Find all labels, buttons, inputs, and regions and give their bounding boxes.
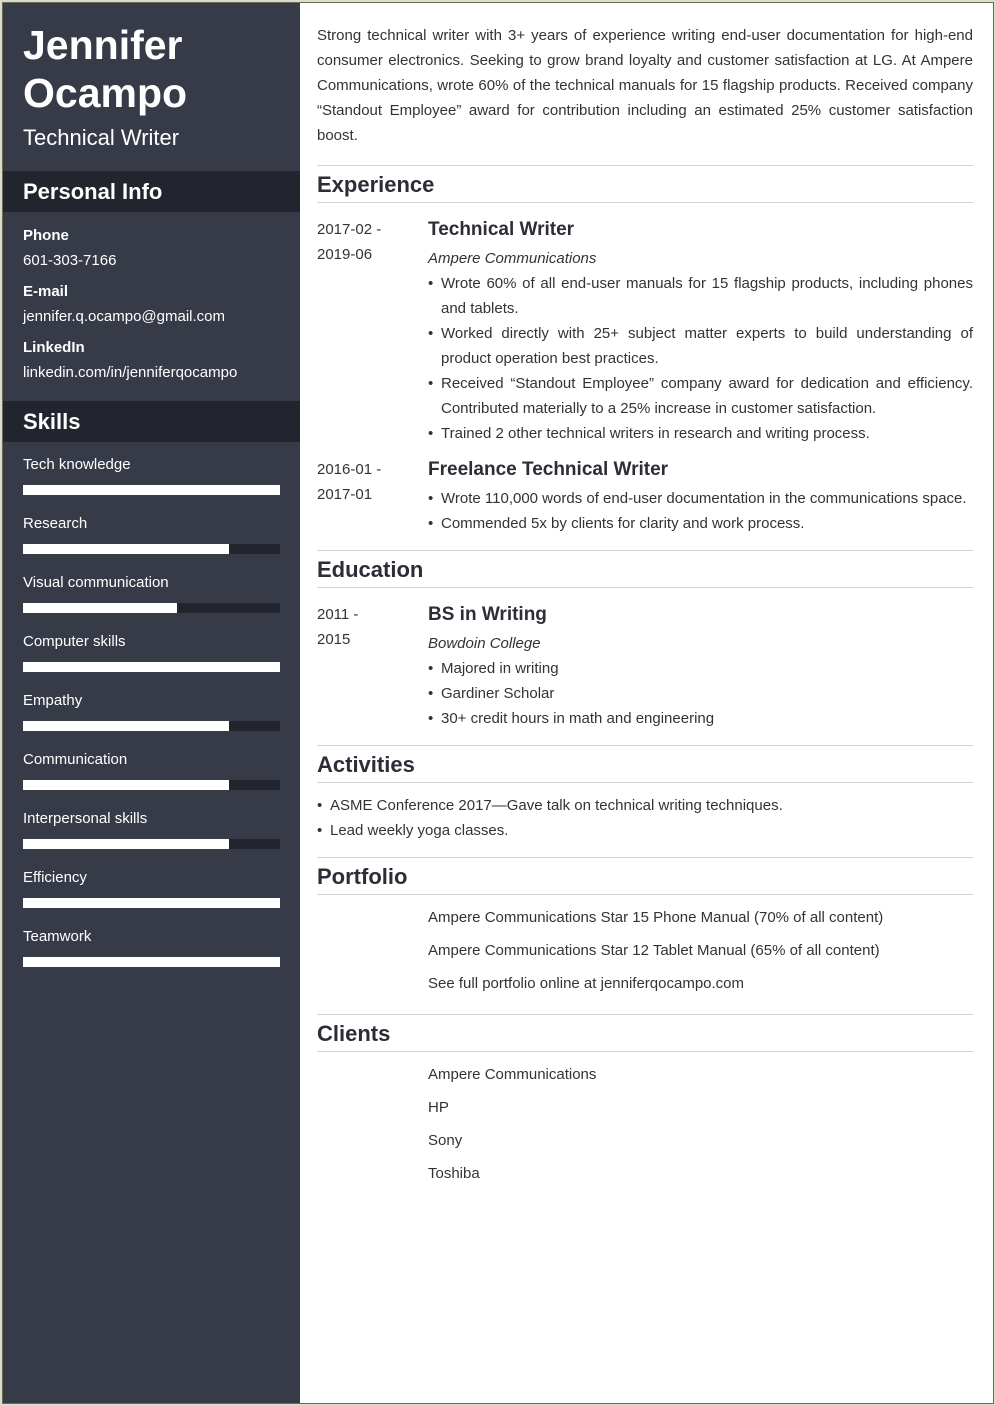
skill-name: Visual communication (23, 574, 169, 591)
date-start: 2011 - (317, 606, 359, 623)
job-title: Freelance Technical Writer (428, 459, 669, 480)
skill-bar-fill (23, 662, 280, 672)
portfolio-list (317, 901, 973, 1000)
date-end: 2019-06 (317, 246, 373, 263)
linkedin-label: LinkedIn (23, 339, 85, 356)
job-body (428, 217, 973, 446)
skill-bar (23, 603, 280, 613)
list-item: • 30+ credit hours in math and engineering (428, 706, 973, 731)
client-item: Ampere Communications (428, 1066, 597, 1083)
clients-heading: Clients (317, 1021, 973, 1052)
job-bullets (428, 271, 973, 446)
personal-info (3, 212, 300, 401)
experience-heading: Experience (317, 172, 973, 203)
skills-heading: Skills (3, 401, 300, 442)
skill-bar (23, 839, 280, 849)
portfolio-item: Ampere Communications Star 15 Phone Manual (70% of all content) (428, 909, 884, 926)
list-item: • Worked directly with 25+ subject matter experts to build understanding of product operation best practices. (428, 321, 973, 371)
skill-name: Tech knowledge (23, 456, 131, 473)
client-item: Toshiba (428, 1165, 480, 1182)
list-item: • Majored in writing (428, 656, 973, 681)
skill-item (23, 633, 280, 692)
activities-heading: Activities (317, 752, 973, 783)
sidebar (3, 3, 300, 1403)
skill-bar (23, 957, 280, 967)
skill-item (23, 574, 280, 633)
skill-name: Computer skills (23, 633, 126, 650)
skill-item (23, 751, 280, 810)
portfolio-heading: Portfolio (317, 864, 973, 895)
job-entry (317, 217, 973, 446)
candidate-name (3, 3, 300, 117)
skill-bar-fill (23, 603, 177, 613)
activities-list (317, 793, 973, 843)
linkedin-value: linkedin.com/in/jenniferqocampo (23, 364, 238, 381)
skill-bar-fill (23, 898, 280, 908)
skill-name: Efficiency (23, 869, 87, 886)
job-entry (317, 457, 973, 536)
list-item: • Wrote 110,000 words of end-user documentation in the communications space. (428, 486, 973, 511)
list-item: • Gardiner Scholar (428, 681, 973, 706)
skill-item (23, 692, 280, 751)
skill-name: Research (23, 515, 88, 532)
portfolio-item: See full portfolio online at jenniferqocampo.com (428, 975, 745, 992)
job-bullets (428, 486, 973, 536)
candidate-role: Technical Writer (23, 125, 180, 150)
summary: Strong technical writer with 3+ years of experience writing end-user documentation for high-end consumer electronics. Seeking to grow brand loyalty and customer satisfaction at LG. At Ampere Communications, wrote 60% of the technical manuals for 15 flagship products. Received company “Standout Employee” award for contribution including an estimated 25% customer satisfaction boost. (317, 27, 973, 144)
email-label: E-mail (23, 283, 69, 300)
education-bullets (428, 656, 973, 731)
skill-name: Teamwork (23, 928, 92, 945)
activities-section (317, 745, 973, 843)
skill-bar-fill (23, 485, 280, 495)
school-name: Bowdoin College (428, 635, 541, 652)
list-item: • Trained 2 other technical writers in research and writing process. (428, 421, 973, 446)
job-dates (317, 217, 428, 446)
phone-value: 601-303-7166 (23, 252, 117, 269)
list-item: • Received “Standout Employee” company award for dedication and efficiency. Contributed materially to a 25% increase in customer satisfaction. (428, 371, 973, 421)
portfolio-item: Ampere Communications Star 12 Tablet Manual (65% of all content) (428, 942, 880, 959)
phone-label: Phone (23, 227, 69, 244)
date-end: 2017-01 (317, 486, 373, 503)
clients-section (317, 1014, 973, 1190)
skill-item (23, 810, 280, 869)
education-body (428, 602, 973, 731)
skill-item (23, 515, 280, 574)
skill-bar (23, 662, 280, 672)
date-start: 2016-01 - (317, 461, 382, 478)
clients-list (317, 1058, 973, 1190)
degree-title: BS in Writing (428, 604, 547, 625)
name-first: Jennifer (23, 22, 183, 68)
job-body (428, 457, 973, 536)
list-item: • Lead weekly yoga classes. (317, 818, 973, 843)
job-dates (317, 457, 428, 536)
email-value: jennifer.q.ocampo@gmail.com (23, 308, 225, 325)
skills-list (3, 442, 300, 987)
skill-name: Empathy (23, 692, 83, 709)
skill-bar-fill (23, 780, 229, 790)
job-title: Technical Writer (428, 219, 575, 240)
job-company: Ampere Communications (428, 250, 597, 267)
skill-bar-fill (23, 544, 229, 554)
skill-bar (23, 544, 280, 554)
date-end: 2015 (317, 631, 351, 648)
skill-name: Communication (23, 751, 128, 768)
list-item: • ASME Conference 2017—Gave talk on technical writing techniques. (317, 793, 973, 818)
skill-name: Interpersonal skills (23, 810, 148, 827)
experience-section (317, 165, 973, 536)
skill-bar (23, 721, 280, 731)
skill-bar-fill (23, 957, 280, 967)
client-item: Sony (428, 1132, 463, 1149)
skill-item (23, 928, 280, 987)
skill-bar (23, 780, 280, 790)
education-entry (317, 602, 973, 731)
education-heading: Education (317, 557, 973, 588)
name-last: Ocampo (23, 70, 188, 116)
date-start: 2017-02 - (317, 221, 382, 238)
education-section (317, 550, 973, 731)
education-dates (317, 602, 428, 731)
resume-page (2, 2, 994, 1404)
main-content (300, 3, 993, 1403)
skill-bar (23, 898, 280, 908)
skill-item (23, 869, 280, 928)
skill-bar-fill (23, 839, 229, 849)
skill-bar-fill (23, 721, 229, 731)
list-item: • Wrote 60% of all end-user manuals for 15 flagship products, including phones and tablets. (428, 271, 973, 321)
skill-bar (23, 485, 280, 495)
client-item: HP (428, 1099, 449, 1116)
skill-item (23, 456, 280, 515)
personal-info-heading: Personal Info (3, 171, 300, 212)
portfolio-section (317, 857, 973, 1000)
list-item: • Commended 5x by clients for clarity and work process. (428, 511, 973, 536)
